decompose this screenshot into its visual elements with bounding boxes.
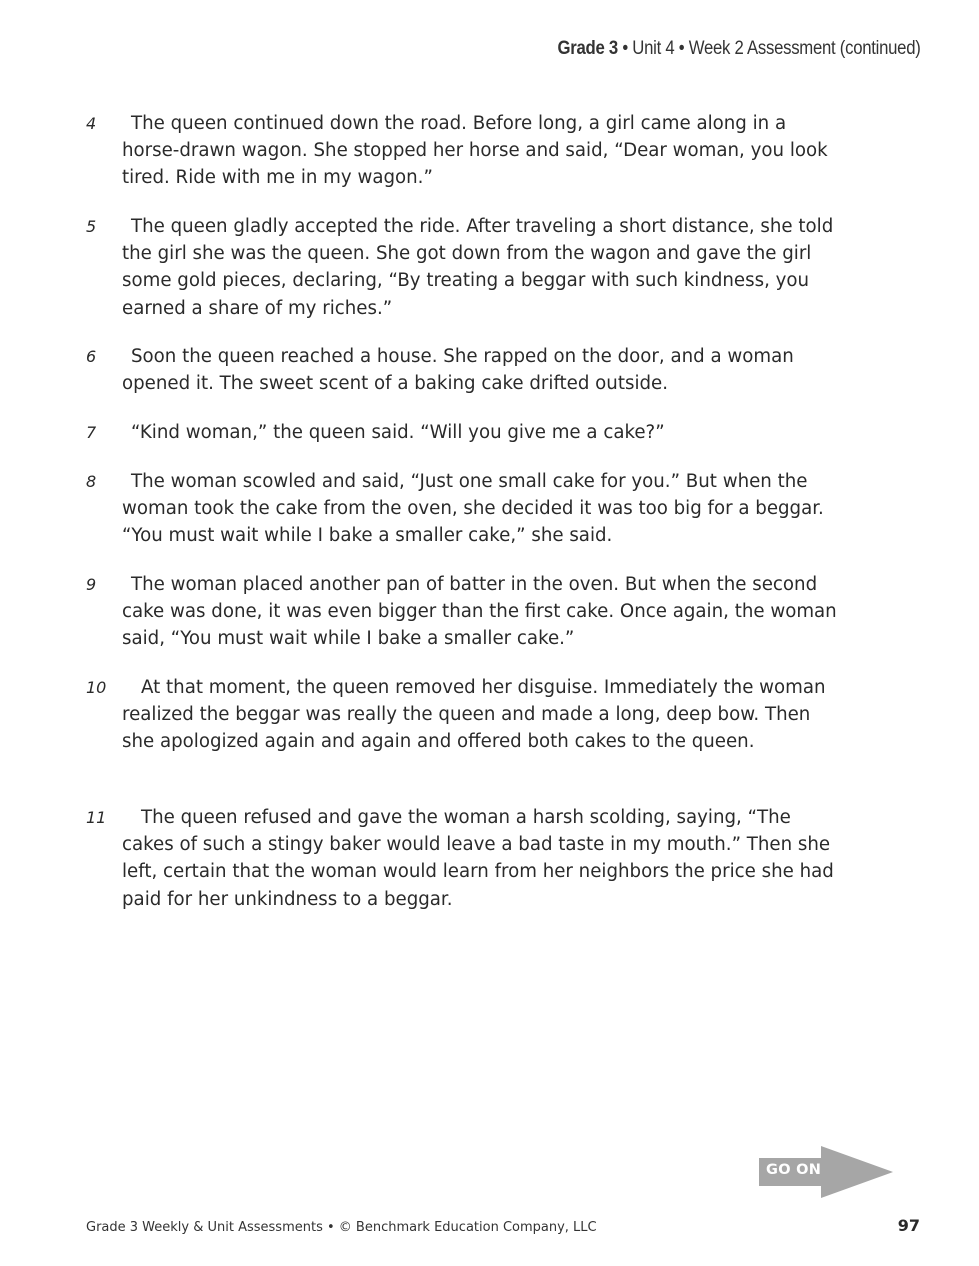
header-assessment-title: • Unit 4 • Week 2 Assessment (continued) <box>618 38 921 59</box>
paragraph-number: 8 <box>86 472 97 491</box>
paragraph-text: The woman scowled and said, “Just one small cake for you.” But when the woman took the cake from the oven, she decided it was too big for a beggar. “You must wait while I bake a smaller cake,” she said. <box>122 471 824 547</box>
paragraph <box>122 343 842 397</box>
paragraph-text: At that moment, the queen removed her disguise. Immediately the woman realized the beggar was really the queen and made a long, deep bow. Then she apologized again and again and offered both cakes to the queen. <box>122 677 826 753</box>
paragraph <box>122 110 842 192</box>
paragraph-number: 4 <box>86 114 97 133</box>
paragraph-number: 9 <box>86 575 97 594</box>
go-on-label: GO ON <box>766 1162 822 1178</box>
paragraph-text: The queen refused and gave the woman a harsh scolding, saying, “The cakes of such a stingy baker would leave a bad taste in my mouth.” Then she left, certain that the woman would learn from her neighbors the price she had paid for her unkindness to a beggar. <box>122 807 834 910</box>
go-on-indicator <box>759 1146 893 1198</box>
paragraph-text: The woman placed another pan of batter in the oven. But when the second cake was done, it was even bigger than the first cake. Once again, the woman said, “You must wait while I bake a smaller cake.” <box>122 574 837 650</box>
paragraph-text: The queen gladly accepted the ride. After traveling a short distance, she told the girl she was the queen. She got down from the wagon and gave the girl some gold pieces, declaring, “By treating a beggar with such kindness, you earned a share of my riches.” <box>122 216 834 319</box>
paragraph-text: The queen continued down the road. Before long, a girl came along in a horse-drawn wagon. She stopped her horse and said, “Dear woman, you look tired. Ride with me in my wagon.” <box>122 113 828 189</box>
page-header <box>558 38 921 60</box>
paragraph-number: 5 <box>86 217 97 236</box>
paragraph-number: 7 <box>86 423 97 442</box>
paragraph <box>122 674 842 756</box>
paragraph <box>122 804 842 913</box>
footer-copyright: Grade 3 Weekly & Unit Assessments • © Benchmark Education Company, LLC <box>86 1220 597 1235</box>
paragraph-number: 10 <box>86 678 107 697</box>
page-number: 97 <box>897 1216 920 1235</box>
paragraph-text: “Kind woman,” the queen said. “Will you give me a cake?” <box>131 422 665 443</box>
paragraph <box>122 213 842 322</box>
header-grade: Grade 3 <box>557 38 619 59</box>
paragraph <box>122 468 842 550</box>
paragraph-text: Soon the queen reached a house. She rapped on the door, and a woman opened it. The sweet scent of a baking cake drifted outside. <box>122 346 794 395</box>
paragraph-number: 6 <box>86 347 97 366</box>
paragraph-number: 11 <box>86 808 107 827</box>
paragraph <box>122 419 842 446</box>
paragraph <box>122 571 842 653</box>
